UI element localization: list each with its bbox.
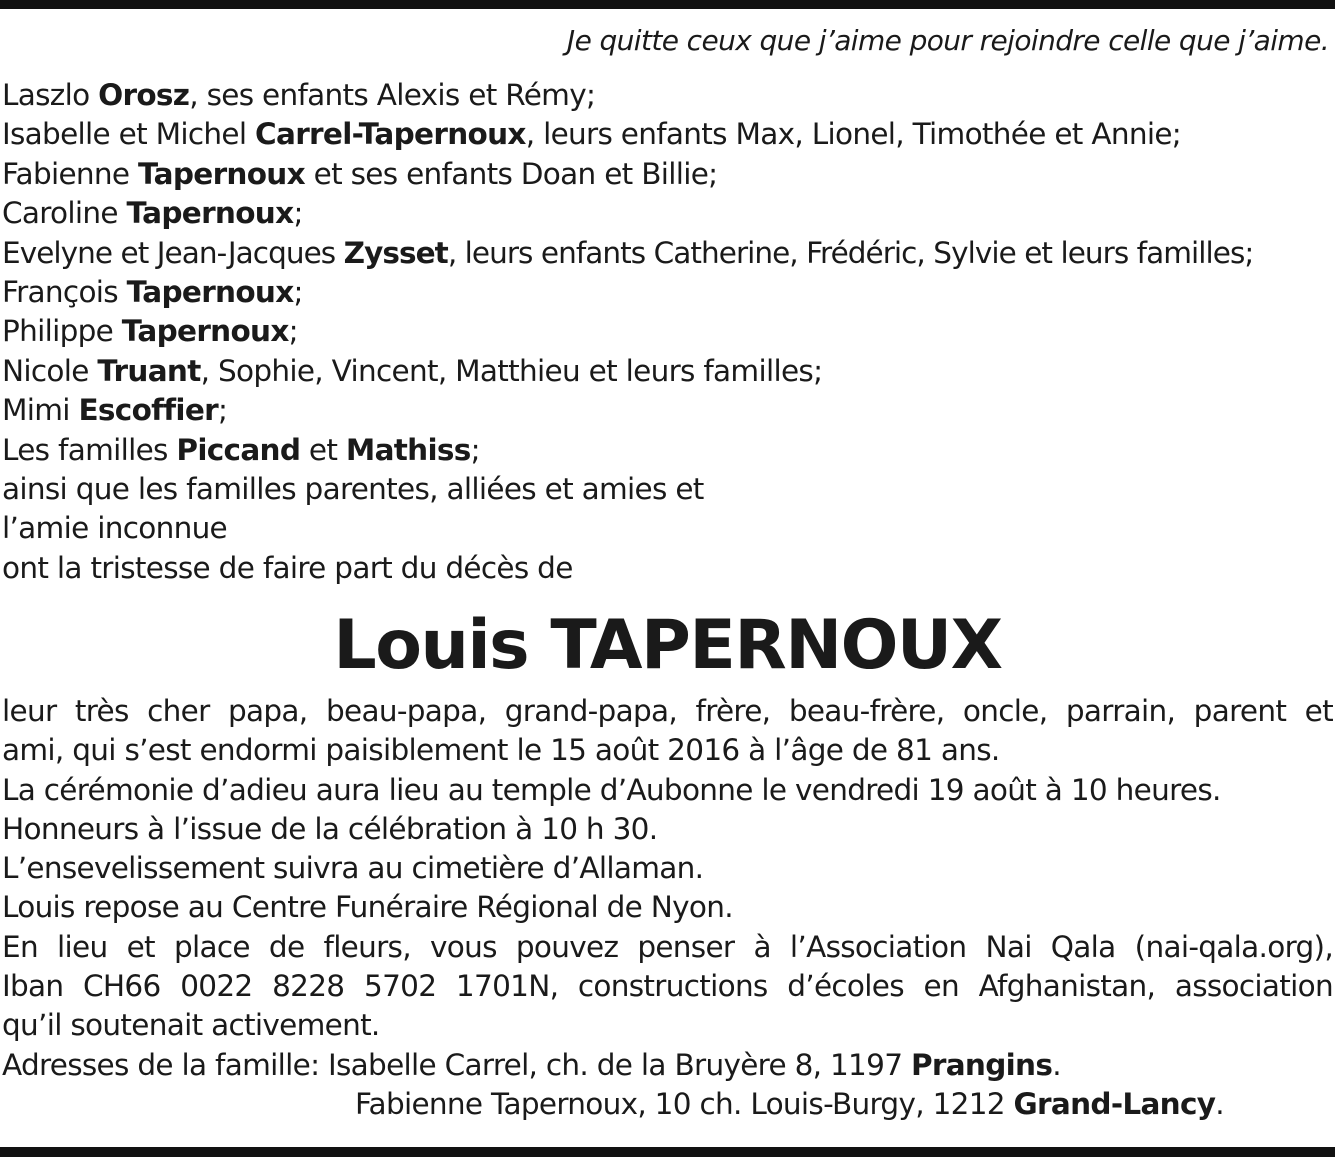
top-rule [0,0,1335,9]
bottom-rule [0,1147,1335,1157]
mourner-line: Fabienne Tapernoux et ses enfants Doan et Billie; [2,156,718,191]
epigraph: Je quitte ceux que j’aime pour rejoindre celle que j’aime. [566,24,1329,57]
families-line: Les familles Piccand et Mathiss; [2,432,480,467]
mourner-line: Laszlo Orosz, ses enfants Alexis et Rémy; [2,78,596,112]
deceased-name: Louis TAPERNOUX [333,606,1002,685]
donation-line: qu’il soutenait activement. [2,1008,380,1043]
obituary-details [2,692,1335,1124]
address-line: Adresses de la famille: Isabelle Carrel, ch. de la Bruyère 8, 1197 Prangins. [2,1047,1061,1082]
closing-line: ainsi que les familles parentes, alliées et amies et [2,472,704,507]
closing-line: l’amie inconnue [2,511,228,546]
mourner-line: Evelyne et Jean-Jacques Zysset, leurs enfants Catherine, Frédéric, Sylvie et leurs familles; [2,235,1254,270]
ceremony-line: La cérémonie d’adieu aura lieu au temple d’Aubonne le vendredi 19 août à 10 heures. [2,772,1221,807]
honours-line: Honneurs à l’issue de la célébration à 10 h 30. [2,811,658,846]
mourner-line: Philippe Tapernoux; [2,314,298,349]
rests-line: Louis repose au Centre Funéraire Régional de Nyon. [2,890,733,925]
donation-line: Iban CH66 0022 8228 5702 1701N, constructions d’écoles en Afghanistan, association [2,969,1333,1004]
mourner-line: Isabelle et Michel Carrel-Tapernoux, leurs enfants Max, Lionel, Timothée et Annie; [2,117,1182,152]
burial-line: L’ensevelissement suivra au cimetière d’Allaman. [2,851,704,886]
mourner-line: Nicole Truant, Sophie, Vincent, Matthieu et leurs familles; [2,353,823,388]
relation-line: leur très cher papa, beau-papa, grand-papa, frère, beau-frère, oncle, parrain, parent et [2,694,1333,728]
donation-line: En lieu et place de fleurs, vous pouvez penser à l’Association Nai Qala (nai-qala.org), [2,929,1333,964]
closing-line: ont la tristesse de faire part du décès de [2,550,573,585]
address-line: Fabienne Tapernoux, 10 ch. Louis-Burgy, 1212 Grand-Lancy. [355,1086,1224,1121]
relation-line: ami, qui s’est endormi paisiblement le 15 août 2016 à l’âge de 81 ans. [2,733,1000,768]
mourner-line: Mimi Escoffier; [2,393,228,428]
mourners-list [2,76,1335,588]
mourner-line: François Tapernoux; [2,275,303,310]
mourner-line: Caroline Tapernoux; [2,196,303,231]
